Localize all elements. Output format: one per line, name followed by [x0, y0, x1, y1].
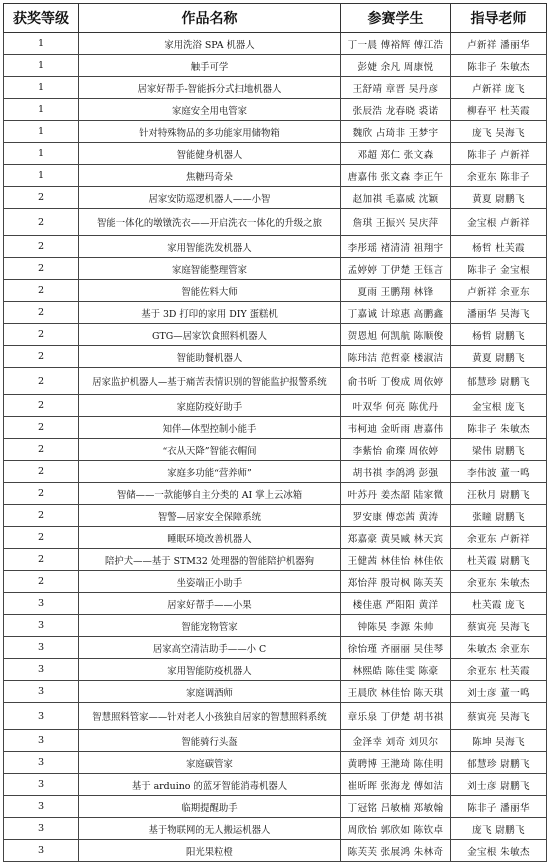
header-award-level: 获奖等级 [4, 4, 79, 33]
work-title-cell: 阳光果粒橙 [79, 840, 341, 862]
award-level-cell: 1 [4, 55, 79, 77]
work-title-cell: 家庭安全用电管家 [79, 99, 341, 121]
students-cell: 徐怡瑾 齐丽丽 吴佳琴 [341, 637, 451, 659]
work-title-cell: 智能健身机器人 [79, 143, 341, 165]
award-level-cell: 3 [4, 637, 79, 659]
students-cell: 林熙皓 陈佳雯 陈豪 [341, 659, 451, 681]
students-cell: 贺恩旭 何凯航 陈顺俊 [341, 324, 451, 346]
award-level-cell: 2 [4, 439, 79, 461]
students-cell: 张辰浩 龙春晓 裘诺 [341, 99, 451, 121]
teachers-cell: 庞飞 尉鹏飞 [451, 818, 547, 840]
work-title-cell: 家用洗浴 SPA 机器人 [79, 33, 341, 55]
award-level-cell: 2 [4, 417, 79, 439]
awards-table [3, 3, 547, 862]
students-cell: 孟婷婷 丁伊楚 王钰言 [341, 258, 451, 280]
award-level-cell: 2 [4, 258, 79, 280]
students-cell: 丁一晨 傅裕辉 傅江浩 [341, 33, 451, 55]
teachers-cell: 杜芙霞 庞飞 [451, 593, 547, 615]
students-cell: 罗安康 傅恋茜 黄涛 [341, 505, 451, 527]
work-title-cell: 临期提醒助手 [79, 796, 341, 818]
work-title-cell: 基于物联网的无人搬运机器人 [79, 818, 341, 840]
teachers-cell: 柳春平 杜芙霞 [451, 99, 547, 121]
header-work-title: 作品名称 [79, 4, 341, 33]
work-title-cell: 触手可学 [79, 55, 341, 77]
work-title-cell: 居家监护机器人—基于痛苦表情识别的智能监护报警系统 [79, 368, 341, 395]
table-row [4, 395, 547, 417]
award-level-cell: 2 [4, 461, 79, 483]
teachers-cell: 陈非子 朱敏杰 [451, 55, 547, 77]
students-cell: 俞书昕 丁俊成 周依婷 [341, 368, 451, 395]
award-level-cell: 3 [4, 681, 79, 703]
table-row [4, 593, 547, 615]
teachers-cell: 梁伟 尉鹏飞 [451, 439, 547, 461]
table-row [4, 659, 547, 681]
teachers-cell: 余亚东 杜芙霞 [451, 659, 547, 681]
students-cell: 郑怡萍 殷岢枫 陈芙芙 [341, 571, 451, 593]
work-title-cell: 针对特殊物品的多功能家用储物箱 [79, 121, 341, 143]
table-row [4, 33, 547, 55]
students-cell: 胡书祺 李鸽鸿 彭强 [341, 461, 451, 483]
award-level-cell: 2 [4, 209, 79, 236]
work-title-cell: 智能助餐机器人 [79, 346, 341, 368]
table-row [4, 483, 547, 505]
teachers-cell: 余亚东 朱敏杰 [451, 571, 547, 593]
award-level-cell: 1 [4, 33, 79, 55]
students-cell: 陈玮洁 范哲豪 楼淑洁 [341, 346, 451, 368]
award-level-cell: 1 [4, 121, 79, 143]
work-title-cell: 陪护犬——基于 STM32 处理器的智能陪护机器狗 [79, 549, 341, 571]
teachers-cell: 黄夏 尉鹏飞 [451, 346, 547, 368]
students-cell: 王舒靖 章晋 吴丹彦 [341, 77, 451, 99]
work-title-cell: GTG—居家饮食照料机器人 [79, 324, 341, 346]
table-row [4, 703, 547, 730]
table-row [4, 209, 547, 236]
award-level-cell: 2 [4, 236, 79, 258]
table-row [4, 324, 547, 346]
table-row [4, 143, 547, 165]
teachers-cell: 金宝根 庞飞 [451, 395, 547, 417]
award-level-cell: 2 [4, 395, 79, 417]
work-title-cell: 基于 3D 打印的家用 DIY 蛋糕机 [79, 302, 341, 324]
table-row [4, 527, 547, 549]
teachers-cell: 陈非子 朱敏杰 [451, 417, 547, 439]
award-level-cell: 2 [4, 324, 79, 346]
students-cell: 陈芙芙 张展鸿 朱林奇 [341, 840, 451, 862]
students-cell: 叶苏丹 姜杰韶 陆家微 [341, 483, 451, 505]
students-cell: 周欣怡 郭欣如 陈钦卓 [341, 818, 451, 840]
award-level-cell: 1 [4, 165, 79, 187]
teachers-cell: 黄夏 尉鹏飞 [451, 187, 547, 209]
table-row [4, 840, 547, 862]
table-row [4, 187, 547, 209]
table-row [4, 730, 547, 752]
teachers-cell: 余亚东 卢新祥 [451, 527, 547, 549]
students-cell: 楼佳惠 严阳阳 黄洋 [341, 593, 451, 615]
table-row [4, 818, 547, 840]
work-title-cell: 居家安防巡逻机器人——小智 [79, 187, 341, 209]
students-cell: 叶双华 何亮 陈优丹 [341, 395, 451, 417]
work-title-cell: 家用智能洗发机器人 [79, 236, 341, 258]
table-row [4, 615, 547, 637]
award-level-cell: 3 [4, 818, 79, 840]
award-level-cell: 2 [4, 187, 79, 209]
teachers-cell: 郁慧珍 尉鹏飞 [451, 752, 547, 774]
students-cell: 夏雨 王鹏翔 林锋 [341, 280, 451, 302]
teachers-cell: 蔡寅亮 吴海飞 [451, 615, 547, 637]
award-level-cell: 3 [4, 703, 79, 730]
teachers-cell: 杜芙霞 尉鹏飞 [451, 549, 547, 571]
award-level-cell: 2 [4, 302, 79, 324]
award-level-cell: 3 [4, 659, 79, 681]
teachers-cell: 金宝根 卢新祥 [451, 209, 547, 236]
teachers-cell: 卢新祥 庞飞 [451, 77, 547, 99]
teachers-cell: 张瞳 尉鹏飞 [451, 505, 547, 527]
award-level-cell: 2 [4, 527, 79, 549]
work-title-cell: 智能骑行头盔 [79, 730, 341, 752]
award-level-cell: 1 [4, 99, 79, 121]
award-level-cell: 2 [4, 280, 79, 302]
teachers-cell: 卢新祥 余亚东 [451, 280, 547, 302]
teachers-cell: 陈非子 潘丽华 [451, 796, 547, 818]
work-title-cell: 家用智能防疫机器人 [79, 659, 341, 681]
table-row [4, 121, 547, 143]
work-title-cell: 智能一体化的墩镦洗衣——开启洗衣一体化的升级之旅 [79, 209, 341, 236]
award-level-cell: 1 [4, 77, 79, 99]
work-title-cell: “衣从天降”智能衣帽间 [79, 439, 341, 461]
students-cell: 郑嘉豪 黄昊臧 林天宾 [341, 527, 451, 549]
students-cell: 崔昕晖 张海龙 傅如洁 [341, 774, 451, 796]
teachers-cell: 杨哲 杜芙霞 [451, 236, 547, 258]
work-title-cell: 居家好帮手——小果 [79, 593, 341, 615]
students-cell: 韦柯迪 金昕雨 唐嘉伟 [341, 417, 451, 439]
work-title-cell: 焦糖玛奇朵 [79, 165, 341, 187]
teachers-cell: 汪秋月 尉鹏飞 [451, 483, 547, 505]
award-level-cell: 2 [4, 505, 79, 527]
award-level-cell: 3 [4, 752, 79, 774]
table-row [4, 637, 547, 659]
table-row [4, 236, 547, 258]
table-row [4, 505, 547, 527]
teachers-cell: 蔡寅亮 吴海飞 [451, 703, 547, 730]
teachers-cell: 金宝根 朱敏杰 [451, 840, 547, 862]
teachers-cell: 刘士彦 董一鸣 [451, 681, 547, 703]
teachers-cell: 潘丽华 吴海飞 [451, 302, 547, 324]
teachers-cell: 陈非子 金宝根 [451, 258, 547, 280]
table-row [4, 796, 547, 818]
students-cell: 丁嘉诚 计琼惠 高鹏鑫 [341, 302, 451, 324]
students-cell: 黄聘博 王滟琦 陈佳明 [341, 752, 451, 774]
award-level-cell: 2 [4, 483, 79, 505]
table-row [4, 571, 547, 593]
work-title-cell: 家庭智能整理管家 [79, 258, 341, 280]
table-row [4, 165, 547, 187]
award-level-cell: 3 [4, 796, 79, 818]
students-cell: 章乐泉 丁伊楚 胡书祺 [341, 703, 451, 730]
students-cell: 金泽幸 刘奇 刘贝尔 [341, 730, 451, 752]
work-title-cell: 居家好帮手-智能拆分式扫地机器人 [79, 77, 341, 99]
work-title-cell: 智警—居家安全保障系统 [79, 505, 341, 527]
teachers-cell: 陈坤 吴海飞 [451, 730, 547, 752]
teachers-cell: 卢新祥 潘丽华 [451, 33, 547, 55]
work-title-cell: 睡眠环境改善机器人 [79, 527, 341, 549]
work-title-cell: 智能宠物管家 [79, 615, 341, 637]
students-cell: 邓超 郑仁 张文森 [341, 143, 451, 165]
work-title-cell: 智储——一款能够自主分类的 AI 掌上云冰箱 [79, 483, 341, 505]
table-row [4, 417, 547, 439]
students-cell: 魏欣 占琦非 王梦宇 [341, 121, 451, 143]
students-cell: 王晨欣 林佳怡 陈天琪 [341, 681, 451, 703]
award-level-cell: 3 [4, 730, 79, 752]
table-row [4, 280, 547, 302]
award-level-cell: 3 [4, 840, 79, 862]
table-row [4, 681, 547, 703]
students-cell: 丁冠铭 吕敏楠 郑敏翰 [341, 796, 451, 818]
students-cell: 钟陈昊 李源 朱帅 [341, 615, 451, 637]
table-row [4, 752, 547, 774]
table-row [4, 55, 547, 77]
teachers-cell: 余亚东 陈非子 [451, 165, 547, 187]
award-level-cell: 3 [4, 774, 79, 796]
work-title-cell: 家庭调酒师 [79, 681, 341, 703]
award-level-cell: 2 [4, 346, 79, 368]
students-cell: 詹琪 王振兴 吴庆萍 [341, 209, 451, 236]
award-level-cell: 1 [4, 143, 79, 165]
header-students: 参赛学生 [341, 4, 451, 33]
award-level-cell: 3 [4, 593, 79, 615]
work-title-cell: 居家高空清洁助手——小 C [79, 637, 341, 659]
students-cell: 唐嘉伟 张文森 李正午 [341, 165, 451, 187]
table-row [4, 77, 547, 99]
students-cell: 李彤瑶 褚清清 祖翔宇 [341, 236, 451, 258]
work-title-cell: 坐姿端正小助手 [79, 571, 341, 593]
work-title-cell: 家庭防疫好助手 [79, 395, 341, 417]
table-row [4, 302, 547, 324]
award-level-cell: 2 [4, 368, 79, 395]
work-title-cell: 智慧照料管家——针对老人小孩独自居家的智慧照料系统 [79, 703, 341, 730]
award-level-cell: 2 [4, 571, 79, 593]
award-level-cell: 2 [4, 549, 79, 571]
teachers-cell: 庞飞 吴海飞 [451, 121, 547, 143]
work-title-cell: 家庭多功能“营养师” [79, 461, 341, 483]
table-row [4, 774, 547, 796]
teachers-cell: 陈非子 卢新祥 [451, 143, 547, 165]
teachers-cell: 刘士彦 尉鹏飞 [451, 774, 547, 796]
table-row [4, 346, 547, 368]
students-cell: 王健茜 林佳怡 林佳依 [341, 549, 451, 571]
table-row [4, 439, 547, 461]
teachers-cell: 杨哲 尉鹏飞 [451, 324, 547, 346]
award-level-cell: 3 [4, 615, 79, 637]
students-cell: 李紫怡 俞璨 周依婷 [341, 439, 451, 461]
work-title-cell: 智能佐料大师 [79, 280, 341, 302]
teachers-cell: 郁慧珍 尉鹏飞 [451, 368, 547, 395]
table-row [4, 99, 547, 121]
teachers-cell: 朱敏杰 余亚东 [451, 637, 547, 659]
students-cell: 赵加祺 毛嘉威 沈颖 [341, 187, 451, 209]
header-row [4, 4, 547, 33]
table-row [4, 549, 547, 571]
work-title-cell: 知伴—体型控制小能手 [79, 417, 341, 439]
table-row [4, 258, 547, 280]
students-cell: 彭婕 余凡 周康悦 [341, 55, 451, 77]
table-row [4, 368, 547, 395]
work-title-cell: 家庭碳管家 [79, 752, 341, 774]
table-row [4, 461, 547, 483]
teachers-cell: 李伟波 董一鸣 [451, 461, 547, 483]
header-teachers: 指导老师 [451, 4, 547, 33]
work-title-cell: 基于 arduino 的蓝牙智能消毒机器人 [79, 774, 341, 796]
